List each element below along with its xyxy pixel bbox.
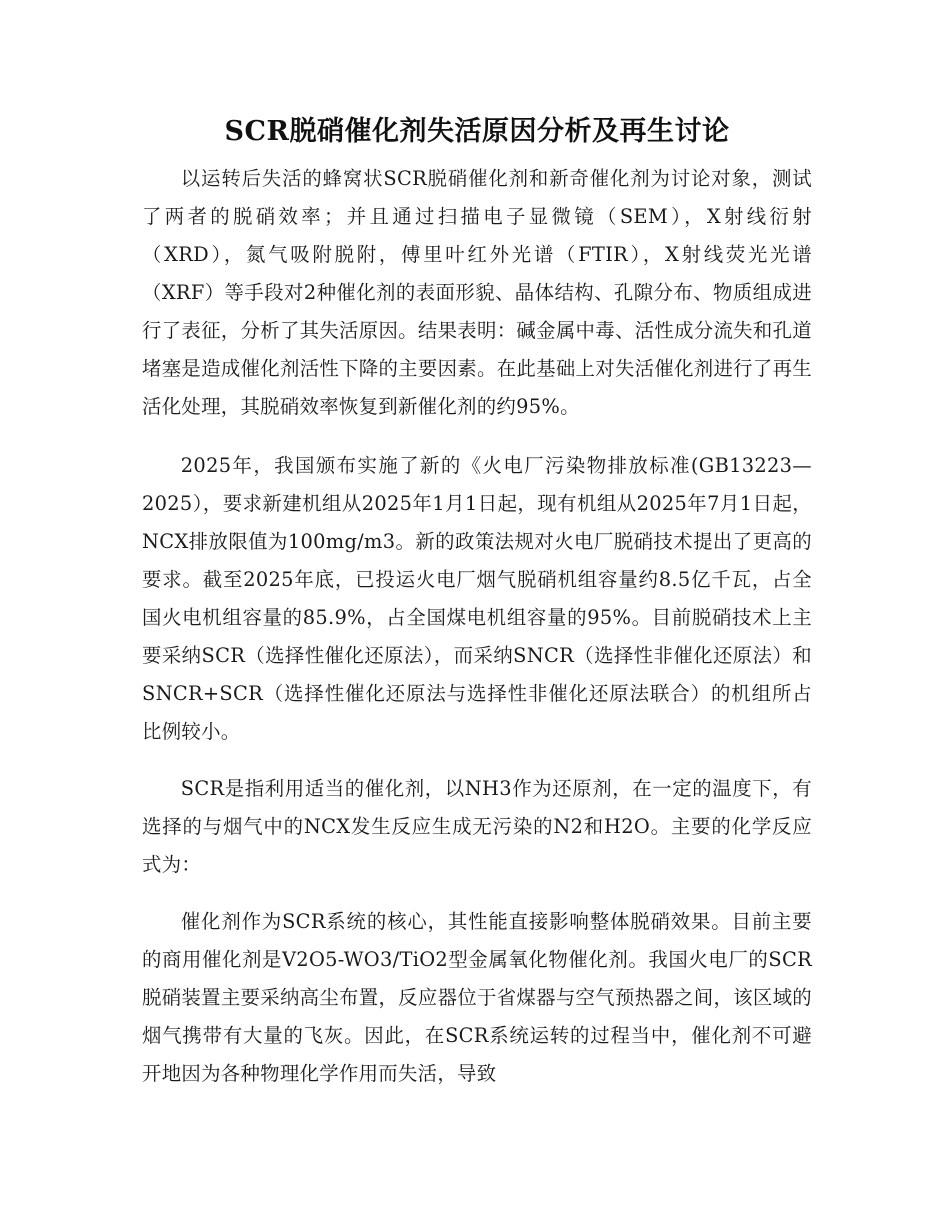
- paragraph-scr-definition: SCR是指利用适当的催化剂，以NH3作为还原剂，在一定的温度下，有选择的与烟气中的NCX发生反应生成无污染的N2和H2O。主要的化学反应式为：: [142, 777, 812, 876]
- paragraph-catalyst-core: 催化剂作为SCR系统的核心，其性能直接影响整体脱硝效果。目前主要的商用催化剂是V2O5-WO3/TiO2型金属氧化物催化剂。我国火电厂的SCR脱硝装置主要采纳高尘布置，反应器位于省煤器与空气预热器之间，该区域的烟气携带有大量的飞灰。因此，在SCR系统运转的过程当中，催化剂不可避开地因为各种物理化学作用而失活，导致: [142, 910, 812, 1085]
- paragraph-emission-standard: 2025年，我国颁布实施了新的《火电厂污染物排放标准(GB13223—2025），要求新建机组从2025年1月1日起，现有机组从2025年7月1日起，NCX排放限值为100mg/m3。新的政策法规对火电厂脱硝技术提出了更高的要求。截至2025年底，已投运火电厂烟气脱硝机组容量约8.5亿千瓦，占全国火电机组容量的85.9%，占全国煤电机组容量的95%。目前脱硝技术上主要采纳SCR（选择性催化还原法），而采纳SNCR（选择性非催化还原法）和SNCR+SCR（选择性催化还原法与选择性非催化还原法联合）的机组所占比例较小。: [142, 454, 812, 743]
- document-page: [142, 112, 812, 1112]
- document-title: SCR脱硝催化剂失活原因分析及再生讨论: [224, 116, 730, 147]
- paragraph-abstract: 以运转后失活的蜂窝状SCR脱硝催化剂和新奇催化剂为讨论对象，测试了两者的脱硝效率；并且通过扫描电子显微镜（SEM），X射线衍射（XRD），氮气吸附脱附，傅里叶红外光谱（FTIR），X射线荧光光谱（XRF）等手段对2种催化剂的表面形貌、晶体结构、孔隙分布、物质组成进行了表征，分析了其失活原因。结果表明：碱金属中毒、活性成分流失和孔道堵塞是造成催化剂活性下降的主要因素。在此基础上对失活催化剂进行了再生活化处理，其脱硝效率恢复到新催化剂的约95%。: [142, 167, 812, 418]
